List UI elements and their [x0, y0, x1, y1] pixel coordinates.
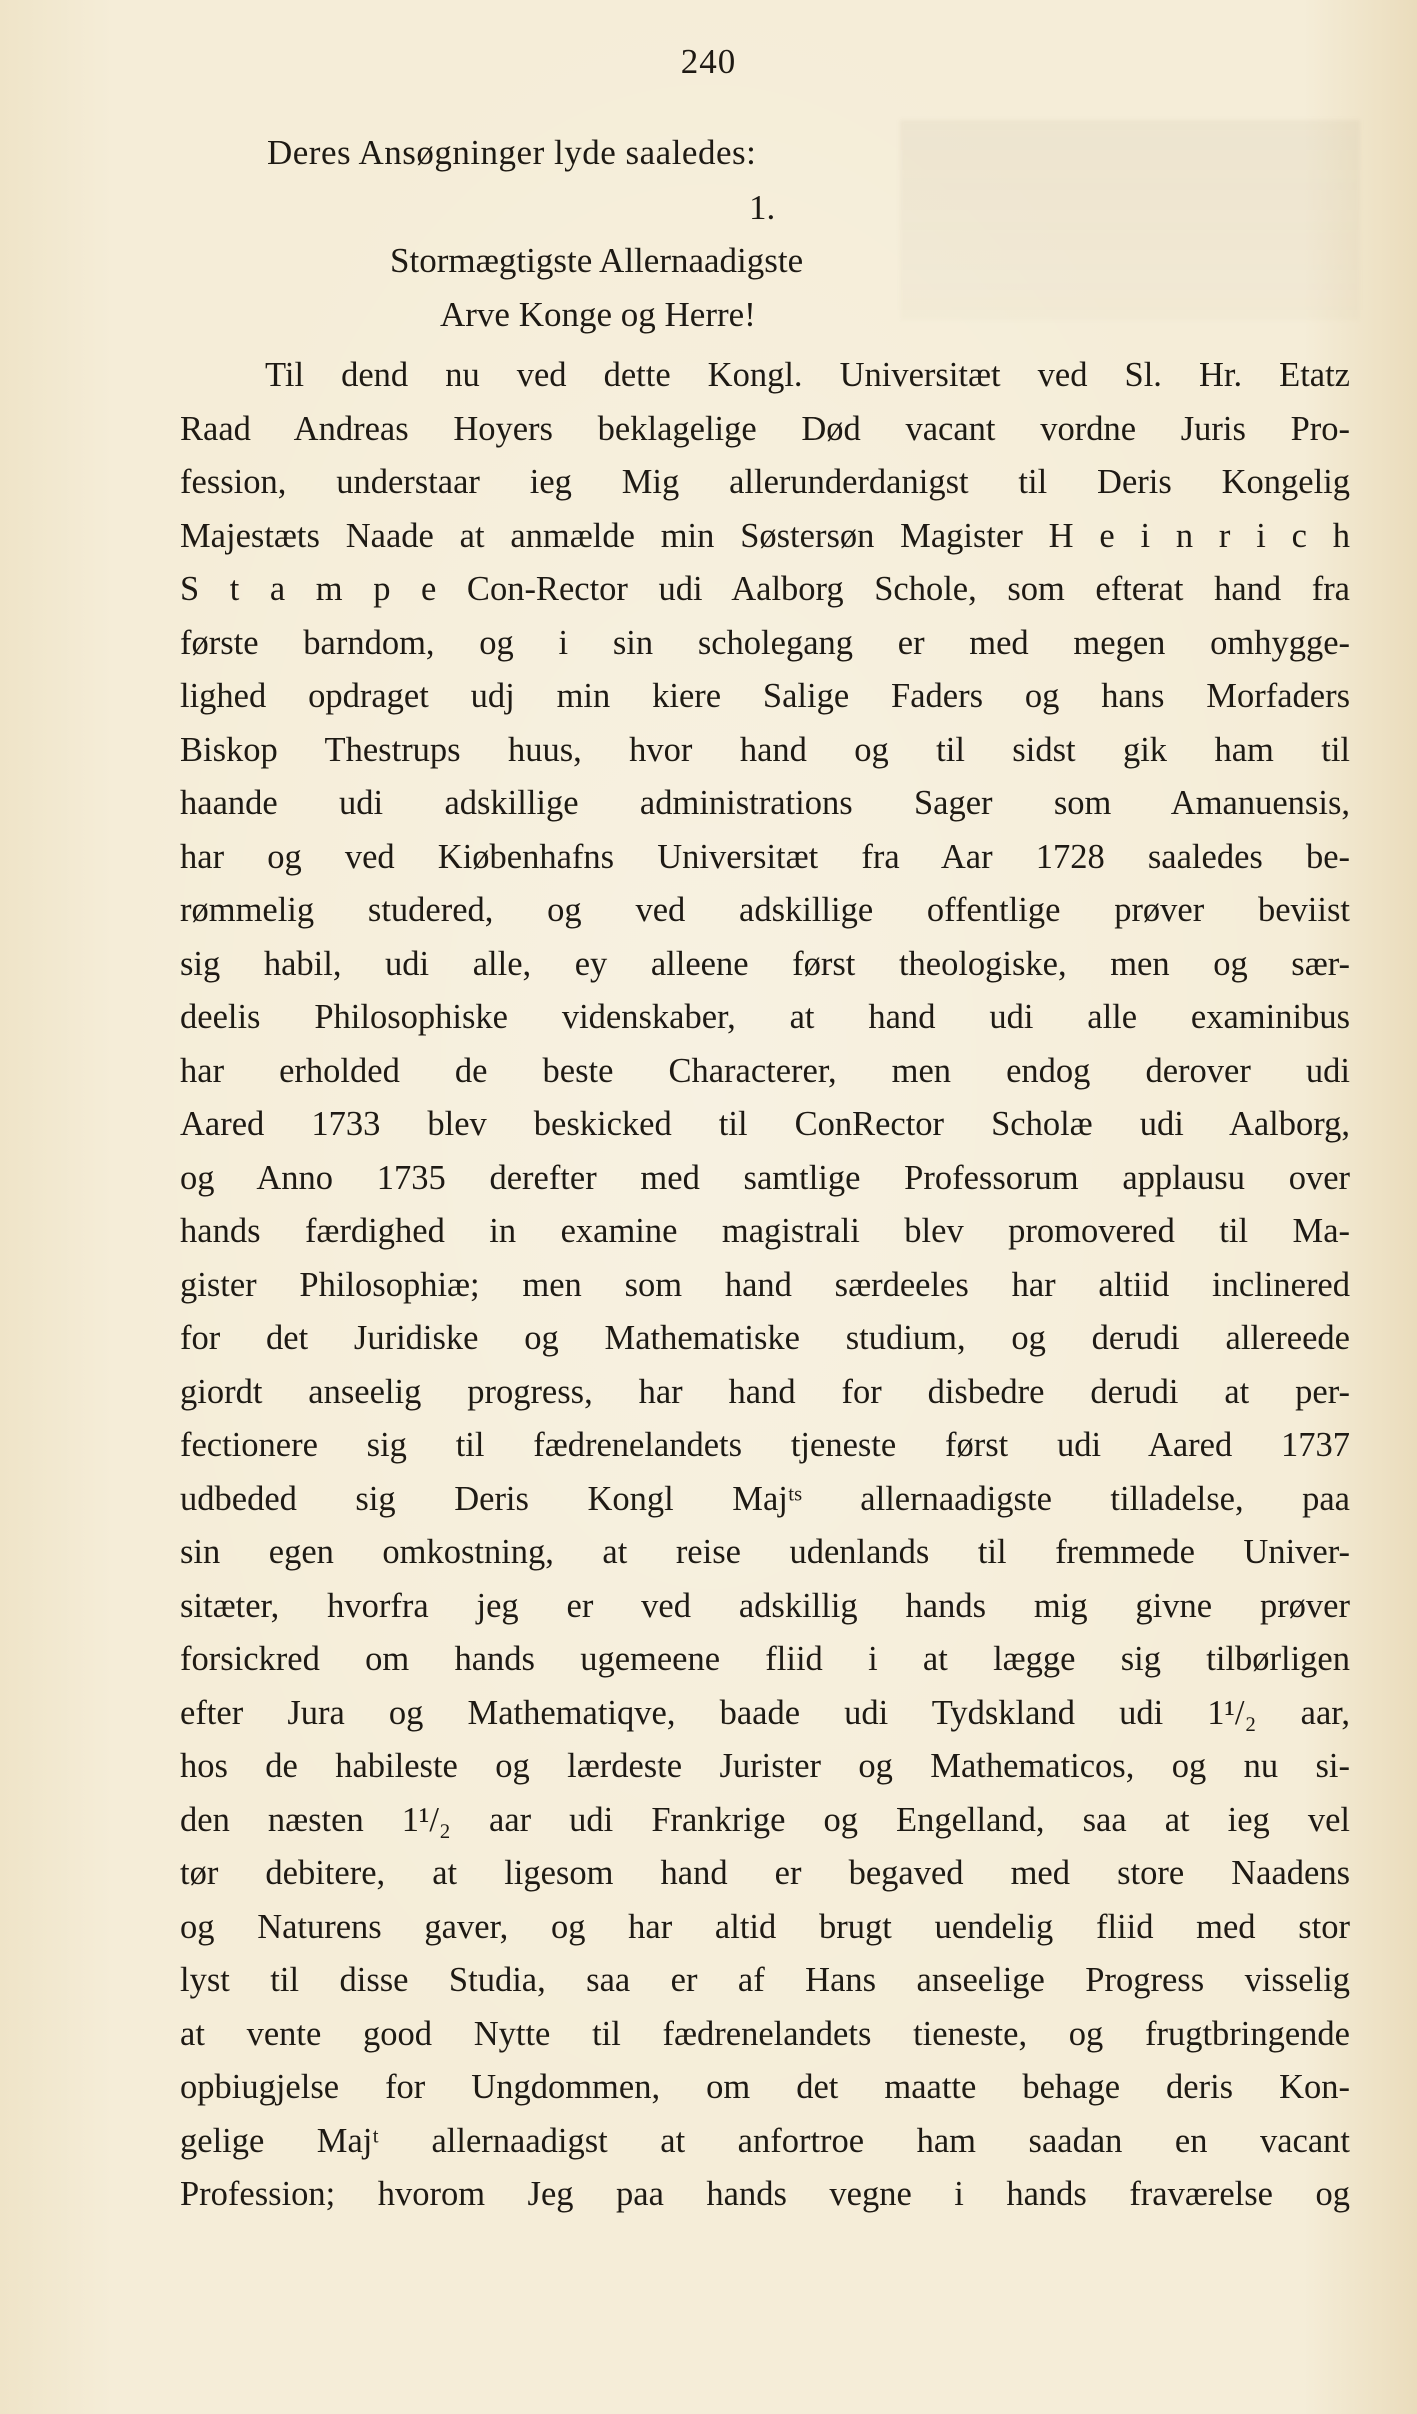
- body-line: [180, 1687, 1350, 1741]
- body-line-text: gelige Majᵗ allernaadigst at anfortroe ham saadan en vacant: [180, 2121, 1350, 2160]
- body-line: [180, 831, 1350, 885]
- body-line-text: Til dend nu ved dette Kongl. Universitæt ved Sl. Hr. Etatz: [265, 356, 1350, 394]
- body-line: [180, 1045, 1350, 1099]
- body-line-text: Aared 1733 blev beskicked til ConRector Scholæ udi Aalborg,: [180, 1105, 1350, 1143]
- body-line-text: forsickred om hands ugemeene fliid i at lægge sig tilbørligen: [180, 1640, 1350, 1678]
- body-line-text: opbiugjelse for Ungdommen, om det maatte behage deris Kon-: [180, 2068, 1350, 2106]
- body-line: [180, 1205, 1350, 1259]
- body-line-text: for det Juridiske og Mathematiske studium, og derudi allereede: [180, 1319, 1350, 1357]
- body-line: [180, 1794, 1350, 1848]
- salutation-line-1: Stormægtigste Allernaadigste: [390, 241, 804, 280]
- body-line-text: har erholded de beste Characterer, men endog derover udi: [180, 1051, 1350, 1090]
- body-line-text: Biskop Thestrups huus, hvor hand og til sidst gik ham til: [180, 730, 1350, 769]
- body-line-text: Raad Andreas Hoyers beklagelige Død vacant vordne Juris Pro-: [180, 409, 1350, 448]
- body-line: [180, 1580, 1350, 1634]
- body-line-text: tør debitere, at ligesom hand er begaved med store Naadens: [180, 1854, 1350, 1892]
- body-line-text: sin egen omkostning, at reise udenlands til fremmede Univer-: [180, 1533, 1350, 1571]
- body-line: [180, 884, 1350, 938]
- body-line: [180, 1901, 1350, 1955]
- body-line: [180, 724, 1350, 778]
- body-line: [180, 2008, 1350, 2062]
- body-line-text: gister Philosophiæ; men som hand særdeeles har altiid inclinered: [180, 1265, 1350, 1304]
- body-line-text: lyst til disse Studia, saa er af Hans anseelige Progress visselig: [180, 1961, 1350, 1999]
- body-line: [180, 510, 1350, 564]
- body-line-text: deelis Philosophiske videnskaber, at hand udi alle examinibus: [180, 998, 1350, 1036]
- body-line: [180, 991, 1350, 1045]
- body-line: [180, 1419, 1350, 1473]
- body-line-text: hands færdighed in examine magistrali blev promovered til Ma-: [180, 1212, 1350, 1250]
- body-line: [180, 2115, 1350, 2169]
- body-line: [180, 403, 1350, 457]
- body-line: [180, 1526, 1350, 1580]
- letter-number: 1.: [749, 188, 776, 227]
- body-line: [180, 1633, 1350, 1687]
- body-line-text: S t a m p e Con-Rector udi Aalborg Schole, som efterat hand fra: [180, 570, 1350, 608]
- intro-line: Deres Ansøgninger lyde saaledes:: [267, 133, 757, 172]
- body-line: [180, 2168, 1350, 2222]
- body-line-text: at vente good Nytte til fædrenelandets tieneste, og frugtbringende: [180, 2014, 1350, 2053]
- body-line-text: første barndom, og i sin scholegang er med megen omhygge-: [180, 623, 1350, 662]
- page-number: 240: [680, 42, 737, 81]
- body-line-text: haande udi adskillige administrations Sager som Amanuensis,: [180, 784, 1350, 822]
- body-line: [180, 617, 1350, 671]
- body-line: [180, 938, 1350, 992]
- body-line-text: den næsten 1¹/₂ aar udi Frankrige og Engelland, saa at ieg vel: [180, 1800, 1350, 1839]
- body-line: [180, 1152, 1350, 1206]
- body-line-text: rømmelig studered, og ved adskillige offentlige prøver beviist: [180, 891, 1350, 929]
- body-line-text: Majestæts Naade at anmælde min Søstersøn Magister H e i n r i c h: [180, 516, 1350, 555]
- body-line: [180, 1098, 1350, 1152]
- body-line: [180, 1954, 1350, 2008]
- body-line-text: hos de habileste og lærdeste Jurister og Mathematicos, og nu si-: [180, 1747, 1350, 1785]
- body-line: [180, 1366, 1350, 1420]
- salutation-line-2: Arve Konge og Herre!: [440, 295, 756, 334]
- body-line-text: giordt anseelig progress, har hand for disbedre derudi at per-: [180, 1372, 1350, 1411]
- body-line: [180, 670, 1350, 724]
- body-line-text: har og ved Kiøbenhafns Universitæt fra Aar 1728 saaledes be-: [180, 837, 1350, 876]
- body-line-text: fession, understaar ieg Mig allerunderdanigst til Deris Kongelig: [180, 463, 1350, 501]
- body-line: [180, 777, 1350, 831]
- body-line: [180, 1847, 1350, 1901]
- body-line: [180, 1259, 1350, 1313]
- body-line: [180, 2061, 1350, 2115]
- body-line-text: Profession; hvorom Jeg paa hands vegne i hands fraværelse og: [180, 2175, 1350, 2213]
- body-line-text: og Anno 1735 derefter med samtlige Professorum applausu over: [180, 1158, 1350, 1197]
- body-line: [180, 349, 1350, 403]
- body-line: [180, 1740, 1350, 1794]
- body-line: [180, 1312, 1350, 1366]
- body-line-text: lighed opdraget udj min kiere Salige Faders og hans Morfaders: [180, 677, 1350, 715]
- body-line: [180, 563, 1350, 617]
- body-line-text: fectionere sig til fædrenelandets tjeneste først udi Aared 1737: [180, 1426, 1350, 1464]
- body-line: [180, 1473, 1350, 1527]
- body-line: [180, 456, 1350, 510]
- letter-body: [180, 349, 1350, 2222]
- body-line-text: sitæter, hvorfra jeg er ved adskillig hands mig givne prøver: [180, 1586, 1350, 1625]
- body-line-text: udbeded sig Deris Kongl Majᵗˢ allernaadigste tilladelse, paa: [180, 1479, 1350, 1518]
- body-line-text: og Naturens gaver, og har altid brugt uendelig fliid med stor: [180, 1907, 1350, 1946]
- body-line-text: efter Jura og Mathematiqve, baade udi Tydskland udi 1¹/₂ aar,: [180, 1693, 1350, 1732]
- bleed-through-shadow: [900, 120, 1360, 320]
- body-line-text: sig habil, udi alle, ey alleene først theologiske, men og sær-: [180, 944, 1350, 983]
